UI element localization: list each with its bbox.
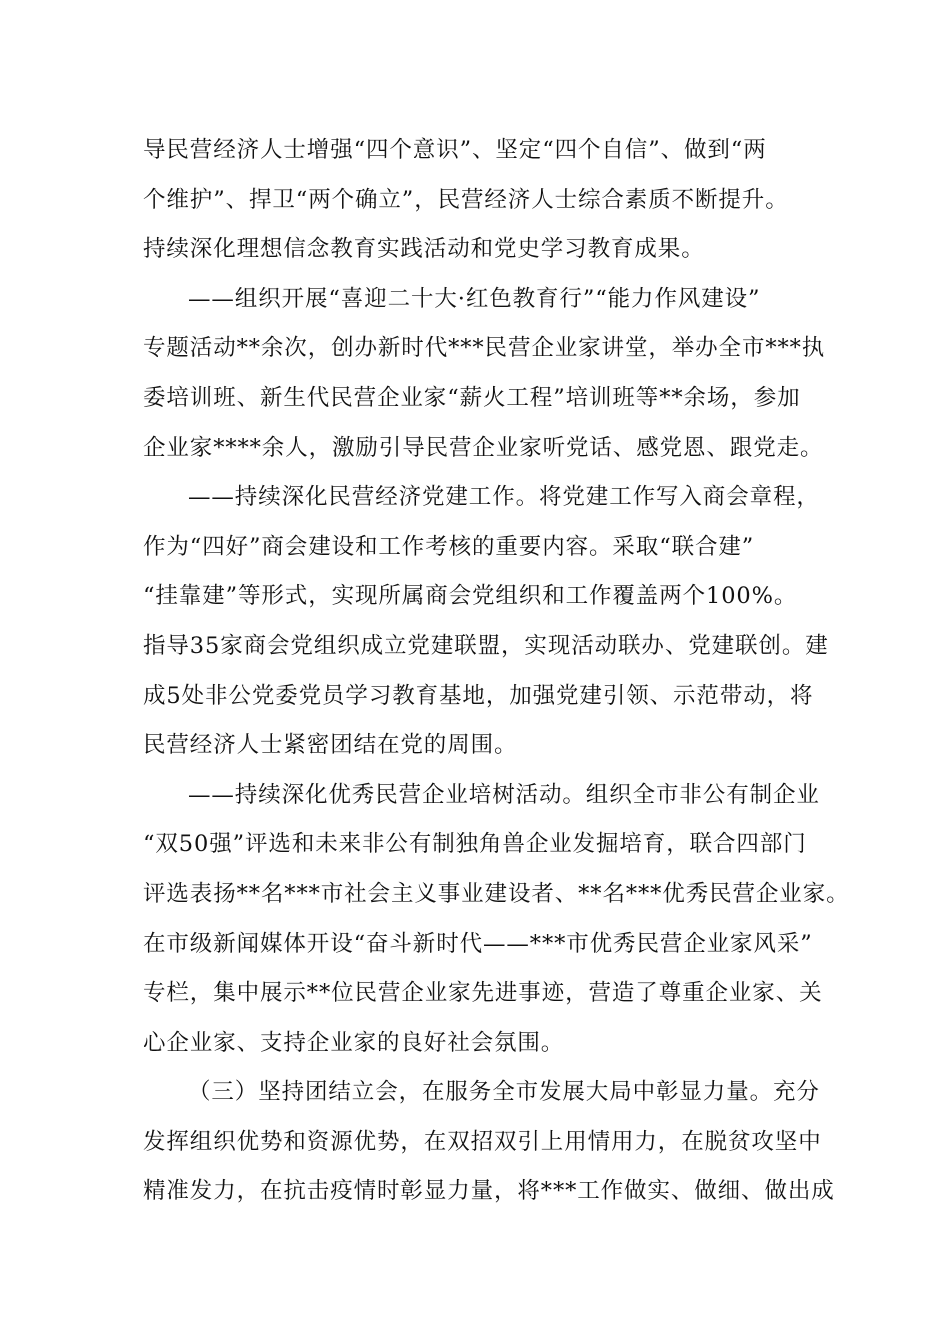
text-line: “双50强”评选和未来非公有制独角兽企业发掘培育，联合四部门 bbox=[143, 831, 807, 858]
text-line: 民营经济人士紧密团结在党的周围。 bbox=[143, 732, 518, 759]
text-line: 在市级新闻媒体开设“奋斗新时代——***市优秀民营企业家风采” bbox=[143, 930, 813, 957]
text-line: 发挥组织优势和资源优势，在双招双引上用情用力，在脱贫攻坚中 bbox=[143, 1128, 822, 1155]
text-line: ——持续深化优秀民营企业培树活动。组织全市非公有制企业 bbox=[188, 781, 820, 808]
text-line: 导民营经济人士增强“四个意识”、坚定“四个自信”、做到“两 bbox=[143, 137, 767, 163]
text-line: “挂靠建”等形式，实现所属商会党组织和工作覆盖两个100%。 bbox=[143, 583, 798, 610]
text-line: 专题活动**余次，创办新时代***民营企业家讲堂，举办全市***执 bbox=[143, 335, 826, 362]
text-line: 专栏，集中展示**位民营企业家先进事迹，营造了尊重企业家、关 bbox=[143, 980, 823, 1007]
text-line: 精准发力，在抗击疫情时彰显力量，将***工作做实、做细、做出成 bbox=[143, 1178, 835, 1205]
text-line: 心企业家、支持企业家的良好社会氛围。 bbox=[143, 1029, 565, 1056]
text-line: 委培训班、新生代民营企业家“薪火工程”培训班等**余场，参加 bbox=[143, 384, 801, 411]
text-line: ——组织开展“喜迎二十大·红色教育行”“能力作风建设” bbox=[188, 285, 761, 312]
text-line: 企业家****余人，激励引导民营企业家听党话、感党恩、跟党走。 bbox=[143, 434, 824, 461]
text-line: 成5处非公党委党员学习教育基地，加强党建引领、示范带动，将 bbox=[143, 682, 814, 709]
text-line: ——持续深化民营经济党建工作。将党建工作写入商会章程， bbox=[188, 484, 820, 511]
text-line: （三）坚持团结立会，在服务全市发展大局中彰显力量。充分 bbox=[188, 1079, 820, 1106]
text-line: 作为“四好”商会建设和工作考核的重要内容。采取“联合建” bbox=[143, 533, 755, 560]
text-line: 评选表扬**名***市社会主义事业建设者、**名***优秀民营企业家。 bbox=[143, 880, 850, 907]
text-line: 持续深化理想信念教育实践活动和党史学习教育成果。 bbox=[143, 236, 705, 263]
document-body bbox=[143, 126, 850, 1217]
text-line: 个维护”、捍卫“两个确立”，民营经济人士综合素质不断提升。 bbox=[143, 186, 789, 213]
text-line: 指导35家商会党组织成立党建联盟，实现活动联办、党建联创。建 bbox=[143, 632, 829, 659]
